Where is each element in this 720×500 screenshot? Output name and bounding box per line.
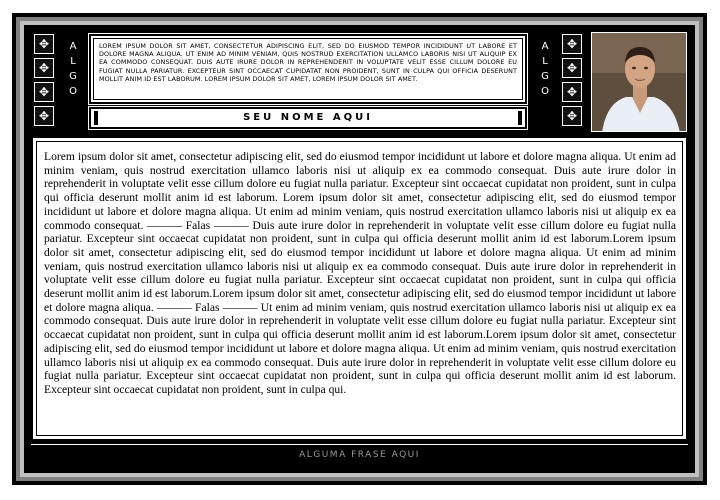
ornament-icon: ✥ [562,34,582,54]
main-text: Lorem ipsum dolor sit amet, consectetur adipiscing elit, sed do eiusmod tempor incididunt ut labore et dolore magna aliqua. Ut enim ad minim veniam, quis nostrud exercitation ullamco laboris nisi ut aliquip ex ea commodo consequat. Duis aute irure dolor in reprehenderit in voluptate velit esse cillum dolore eu fugiat nulla pariatur. Excepteur sint occaecat cupidatat non proident, sunt in culpa qui officia deserunt mollit anim id est laborum. Lorem ipsum dolor sit amet, consectetur adipiscing elit, sed do eiusmod tempor incididunt ut labore et dolore magna aliqua. Ut enim ad minim veniam, quis nostrud exercitation ullamco laboris nisi ut aliquip ex ea commodo consequat. ——— Falas ——— Duis aute irure dolor in reprehenderit in voluptate velit esse cillum dolore eu fugiat nulla pariatur. Excepteur sint occaecat cupidatat non proident, sunt in culpa qui officia deserunt mollit anim id est laborum.Lorem ipsum dolor sit amet, consectetur adipiscing elit, sed do eiusmod tempor incididunt ut labore et dolore magna aliqua. Ut enim ad minim veniam, quis nostrud exercitation ullamco laboris nisi ut aliquip ex ea commodo consequat. Duis aute irure dolor in reprehenderit in voluptate velit esse cillum dolore eu fugiat nulla pariatur. Excepteur sint occaecat cupidatat non proident, sunt in culpa qui officia deserunt mollit anim id est laborum.Lorem ipsum dolor sit amet, consectetur adipiscing elit, sed do eiusmod tempor incididunt ut labore et dolore magna aliqua. ——— Falas ——— Ut enim ad minim veniam, quis nostrud exercitation ullamco laboris nisi ut aliquip ex ea commodo consequat. Duis aute irure dolor in reprehenderit in voluptate velit esse cillum dolore eu fugiat nulla pariatur. Excepteur sint occaecat cupidatat non proident, sunt in culpa qui officia deserunt mollit anim id est laborum.Lorem ipsum dolor sit amet, consectetur adipiscing elit, sed do eiusmod tempor incididunt ut labore et dolore magna aliqua. Ut enim ad minim veniam, quis nostrud exercitation ullamco laboris nisi ut aliquip ex ea commodo consequat. Duis aute irure dolor in reprehenderit in voluptate velit esse cillum dolore eu fugiat nulla pariatur. Excepteur sint occaecat cupidatat non proident, sunt in culpa qui officia deserunt mollit anim id est laborum. Excepteur sint occaecat cupidatat non proident, sunt in culpa qui. [36,141,683,436]
vertical-letter: L [542,56,548,67]
ornament-icon: ✥ [562,106,582,126]
vertical-letter: G [541,71,549,82]
ornament-icon: ✥ [34,58,54,78]
intro-box [89,34,527,104]
intro-text: LOREM IPSUM DOLOR SIT AMET, CONSECTETUR ADIPISCING ELIT, SED DO EIUSMOD TEMPOR INCIDIDUNT UT LABORE ET DOLORE MAGNA ALIQUA. UT ENIM AD MINIM VENIAM, QUIS NOSTRUD EXERCITATION ULLAMCO LABORIS NISI UT ALIQUIP EX EA COMMODO CONSEQUAT. DUIS AUTE IRURE DOLOR IN REPREHENDERIT IN VOLUPTATE VELIT ESSE CILLUM DOLORE EU FUGIAT NULLA PARIATUR. EXCEPTEUR SINT OCCAECAT CUPIDATAT NON PROIDENT, SUNT IN CULPA QUI OFFICIA DESERUNT MOLLIT ANIM ID EST LABORUM. LOREM IPSUM DOLOR SIT AMET, LOREM IPSUM DOLOR SIT AMET. [93,38,523,100]
profile-photo [591,32,687,132]
ornament-icon: ✥ [34,82,54,102]
main-content-box [31,136,688,441]
vertical-label-left [62,31,84,133]
footer-phrase: ALGUMA FRASE AQUI [299,450,420,460]
name-bar [89,107,527,129]
vertical-letter: A [69,41,77,52]
vertical-letter: L [70,56,76,67]
ornament-icon: ✥ [562,82,582,102]
ornament-icon: ✥ [562,58,582,78]
portrait-image [592,33,687,132]
vertical-letter: O [541,86,549,97]
profile-header [31,31,688,133]
ornament-icon: ✥ [34,34,54,54]
right-icon-column [560,31,584,133]
vertical-letter: A [541,41,549,52]
footer-bar [31,444,688,467]
vertical-letter: O [69,86,77,97]
ornament-icon: ✥ [34,106,54,126]
vertical-label-right [534,31,556,133]
left-icon-column [32,31,56,133]
profile-name: SEU NOME AQUI [94,111,522,125]
vertical-letter: G [69,71,77,82]
